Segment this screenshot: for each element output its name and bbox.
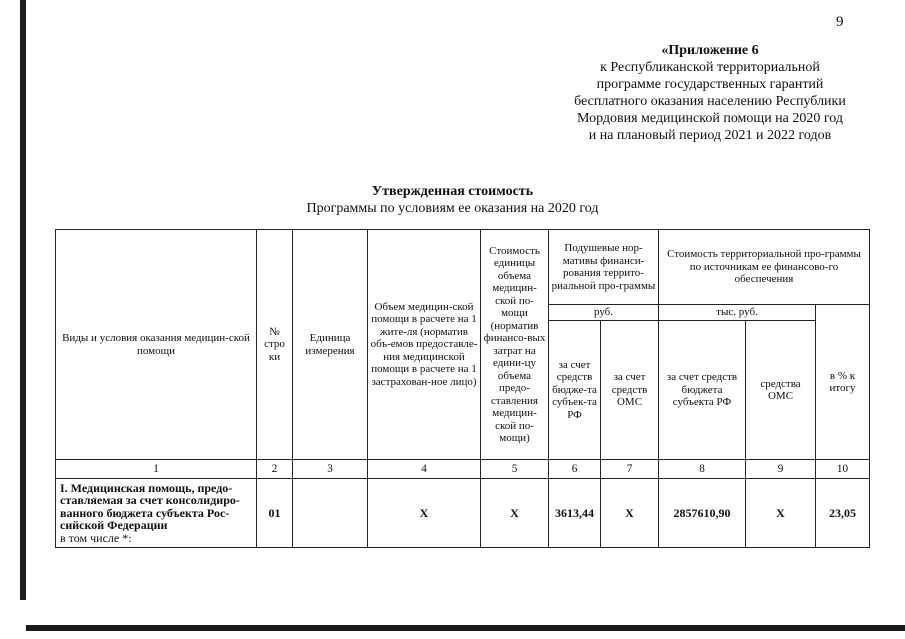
- col-number: 1: [56, 460, 257, 479]
- header-line-no: № стро ки: [257, 230, 293, 460]
- title-line-1: Утвержденная стоимость: [371, 184, 534, 199]
- bottom-border-bar: [26, 625, 905, 631]
- row-unit: [293, 479, 368, 548]
- header-volume: Объем медицин-ской помощи в расчете на 1 жите-ля (норматив объ-емов предоставле-ния медицинской помощи в расчете на 1 застрахован-ное лицо): [368, 230, 481, 460]
- row-norm-budget: 3613,44: [549, 479, 601, 548]
- col-number: 2: [257, 460, 293, 479]
- col-number: 6: [549, 460, 601, 479]
- row-subtitle: в том числе *:: [60, 530, 132, 545]
- header-unit-cost: Стоимость единицы объема медицин-ской по-мощи (норматив финансо-вых затрат на едини-цу объема предо-ставления медицин-ской по-мощи): [481, 230, 549, 460]
- header-group-norms: Подушевые нор-мативы финанси-рования террито-риальной про-граммы: [549, 230, 659, 305]
- header-percent: в % к итогу: [816, 305, 870, 460]
- appendix-line-1: «Приложение 6: [661, 43, 759, 58]
- header-cost-budget: за счет средств бюджета субъекта РФ: [659, 321, 746, 460]
- appendix-line-3: программе государственных гарантий: [596, 77, 824, 92]
- header-unit-thous-rub: тыс. руб.: [659, 305, 816, 321]
- header-cost-oms: средства ОМС: [746, 321, 816, 460]
- document-title: [0, 183, 905, 217]
- row-name-cell: [56, 479, 257, 548]
- col-number: 8: [659, 460, 746, 479]
- row-cost-oms: Х: [746, 479, 816, 548]
- row-volume: Х: [368, 479, 481, 548]
- col-number: 10: [816, 460, 870, 479]
- header-group-cost: Стоимость территориальной про-граммы по источникам ее финансово-го обеспечения: [659, 230, 870, 305]
- row-line-no: 01: [257, 479, 293, 548]
- title-line-2: Программы по условиям ее оказания на 2020 год: [306, 201, 599, 216]
- appendix-header: [520, 42, 900, 144]
- row-norm-oms: Х: [601, 479, 659, 548]
- col-number: 9: [746, 460, 816, 479]
- row-name: I. Медицинская помощь, предо-ставляемая за счет консолидиро-ванного бюджета субъекта Рос-сийской Федерации: [60, 480, 240, 533]
- table-row: [56, 479, 870, 548]
- col-number: 5: [481, 460, 549, 479]
- left-border-bar: [20, 0, 26, 600]
- appendix-line-2: к Республиканской территориальной: [600, 60, 820, 75]
- row-percent: 23,05: [816, 479, 870, 548]
- cost-table: [55, 229, 870, 548]
- row-cost-budget: 2857610,90: [659, 479, 746, 548]
- header-norm-oms: за счет средств ОМС: [601, 321, 659, 460]
- header-unit-rub: руб.: [549, 305, 659, 321]
- header-unit: Единица измерения: [293, 230, 368, 460]
- page-number: 9: [836, 14, 844, 30]
- col-number: 4: [368, 460, 481, 479]
- header-norm-budget: за счет средств бюдже-та субъек-та РФ: [549, 321, 601, 460]
- col-number: 7: [601, 460, 659, 479]
- col-number: 3: [293, 460, 368, 479]
- appendix-line-6: и на плановый период 2021 и 2022 годов: [588, 128, 832, 143]
- appendix-line-5: Мордовия медицинской помощи на 2020 год: [576, 111, 844, 126]
- row-unit-cost: Х: [481, 479, 549, 548]
- header-type: Виды и условия оказания медицин-ской помощи: [56, 230, 257, 460]
- appendix-line-4: бесплатного оказания населению Республики: [574, 94, 846, 109]
